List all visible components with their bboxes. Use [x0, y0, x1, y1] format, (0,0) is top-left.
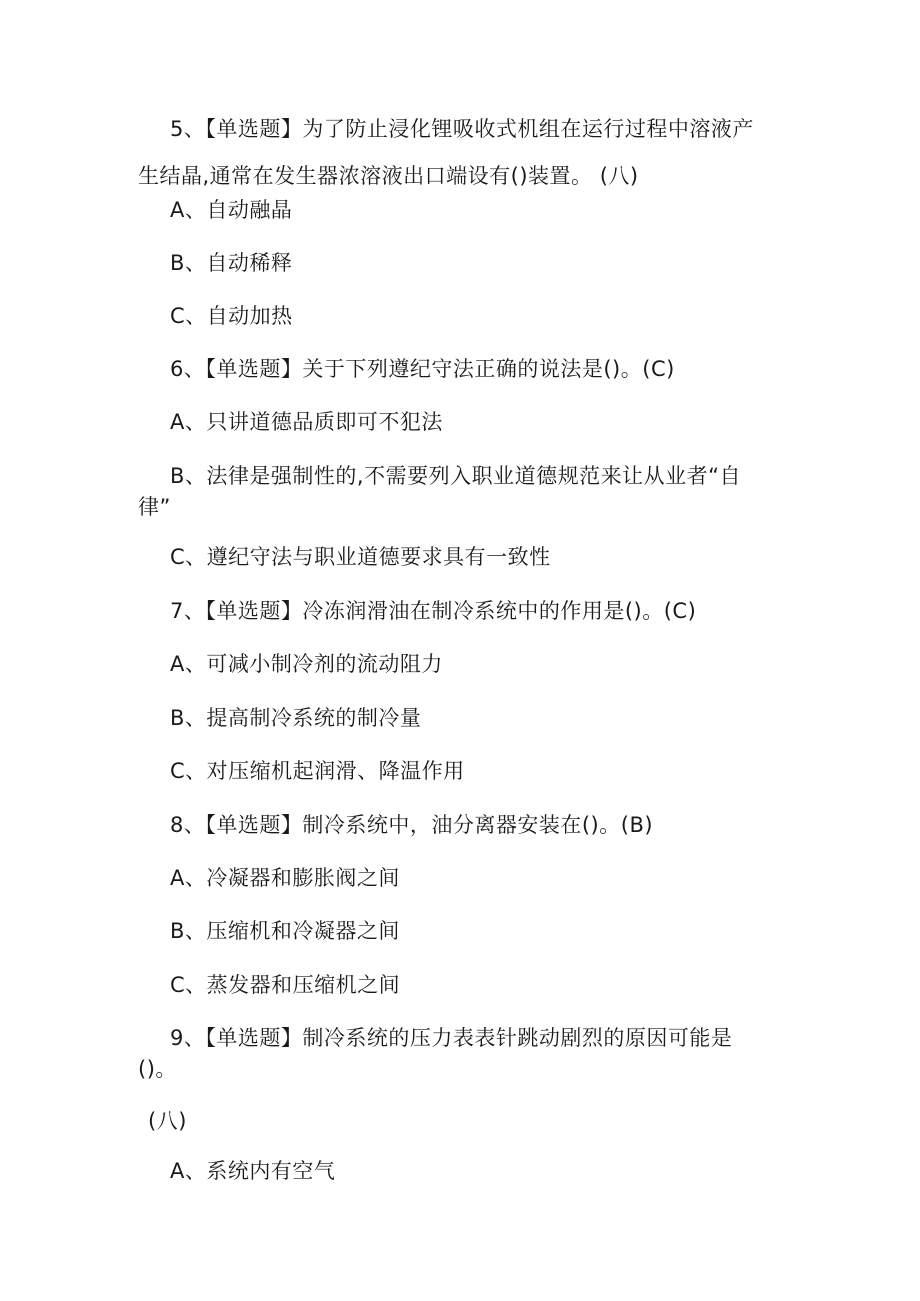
- question-6-stem: 6、【单选题】关于下列遵纪守法正确的说法是()。(C): [170, 357, 675, 381]
- question-9-stem: 9、【单选题】制冷系统的压力表表针跳动剧烈的原因可能是: [170, 1026, 733, 1050]
- question-5-stem-continued: 生结晶,通常在发生器浓溶液出口端设有()装置。 (八): [138, 164, 639, 188]
- question-6-option-a: A、只讲道德品质即可不犯法: [170, 410, 443, 434]
- question-6-option-c: C、遵纪守法与职业道德要求具有一致性: [170, 545, 551, 569]
- question-5-option-a: A、自动融晶: [170, 198, 293, 222]
- question-9-answer: (八): [148, 1109, 187, 1133]
- question-8-option-a: A、冷凝器和膨胀阀之间: [170, 866, 400, 890]
- question-8-stem: 8、【单选题】制冷系统中，油分离器安装在()。(B): [170, 813, 654, 837]
- question-7-option-b: B、提高制冷系统的制冷量: [170, 706, 422, 730]
- question-5-stem: 5、【单选题】为了防止浸化锂吸收式机组在运行过程中溶液产: [170, 117, 754, 141]
- question-7-stem: 7、【单选题】冷冻润滑油在制冷系统中的作用是()。(C): [170, 599, 697, 623]
- question-7-option-a: A、可减小制冷剂的流动阻力: [170, 652, 443, 676]
- question-5-option-c: C、自动加热: [170, 304, 293, 328]
- question-6-option-b: B、法律是强制性的,不需要列入职业道德规范来让从业者“自: [170, 464, 741, 488]
- question-9-option-a: A、系统内有空气: [170, 1159, 336, 1183]
- question-6-option-b-continued: 律”: [138, 495, 171, 519]
- question-8-option-c: C、蒸发器和压缩机之间: [170, 973, 401, 997]
- question-7-option-c: C、对压缩机起润滑、降温作用: [170, 759, 465, 783]
- question-9-stem-continued: ()。: [138, 1057, 177, 1081]
- question-5-option-b: B、自动稀释: [170, 251, 293, 275]
- question-8-option-b: B、压缩机和冷凝器之间: [170, 919, 400, 943]
